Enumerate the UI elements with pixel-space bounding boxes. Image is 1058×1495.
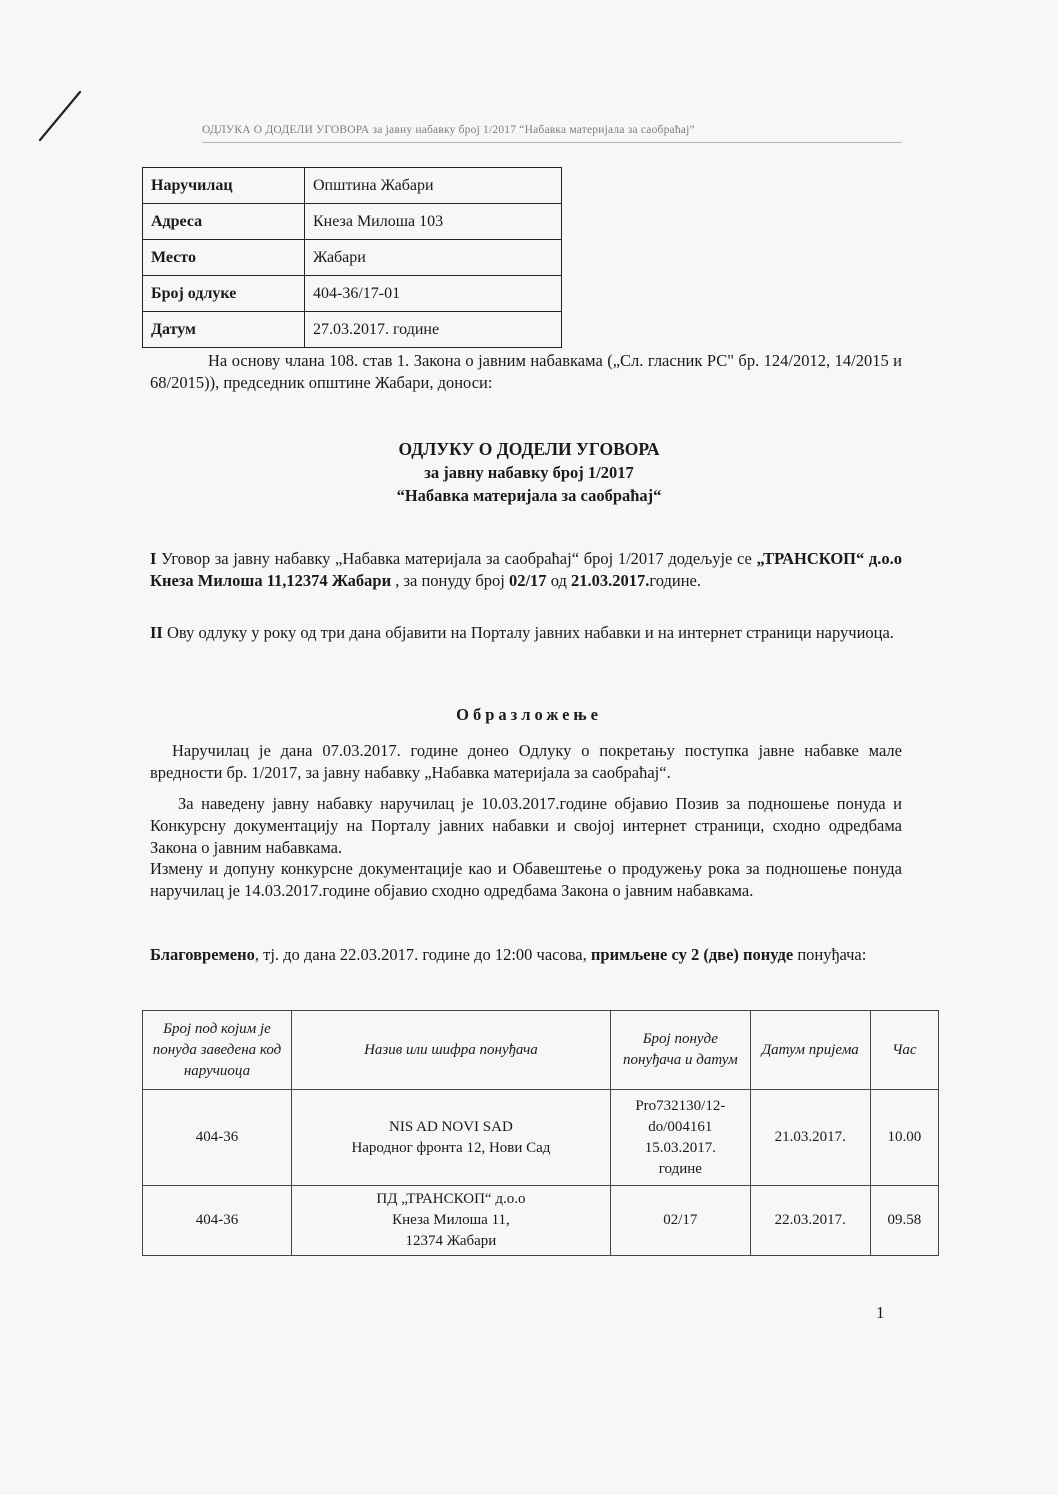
cell-bidder bbox=[291, 1090, 610, 1186]
cell-offer-number bbox=[610, 1090, 750, 1186]
section-one-text-d: године. bbox=[649, 571, 701, 590]
info-row bbox=[143, 168, 562, 204]
cell-time: 10.00 bbox=[870, 1090, 938, 1186]
info-label: Адреса bbox=[143, 204, 305, 240]
info-value: Кнеза Милоша 103 bbox=[305, 204, 562, 240]
received-text-b: понуђача: bbox=[797, 945, 867, 964]
pen-mark-icon bbox=[36, 88, 96, 144]
bidder-name: NIS AD NOVI SAD bbox=[389, 1118, 513, 1135]
contracting-info-table bbox=[142, 167, 562, 348]
table-row bbox=[143, 1090, 939, 1186]
rationale-heading: Образложење bbox=[456, 705, 602, 724]
offers-table bbox=[142, 1010, 939, 1256]
cell-date: 21.03.2017. bbox=[750, 1090, 870, 1186]
col-header-offer-number: Број понуде понуђача и датум bbox=[610, 1011, 750, 1090]
received-offers-statement bbox=[150, 944, 902, 966]
col-header-date: Датум пријема bbox=[750, 1011, 870, 1090]
info-value: Жабари bbox=[305, 240, 562, 276]
info-label: Број одлуке bbox=[143, 276, 305, 312]
info-label: Датум bbox=[143, 312, 305, 348]
rationale-paragraph-1: Наручилац је дана 07.03.2017. године донео Одлуку о покретању поступка јавне набавке мале вредности бр. 1/2017, за јавну набавку „Набавка материјала за саобраћај“. bbox=[150, 741, 902, 782]
section-one-numeral: I bbox=[150, 549, 157, 568]
section-two-numeral: II bbox=[150, 623, 163, 642]
offer-number-line: године bbox=[658, 1160, 702, 1177]
received-offers-word: понуде bbox=[743, 945, 794, 964]
received-text-a: , тј. до дана 22.03.2017. године до 12:00 часова, bbox=[254, 945, 587, 964]
page-header: ОДЛУКА О ДОДЕЛИ УГОВОРА за јавну набавку број 1/2017 “Набавка материјала за саобраћај” bbox=[202, 124, 902, 143]
cell-bidder bbox=[291, 1186, 610, 1256]
rationale-paragraph-3: Измену и допуну конкурсне документације као и Обавештење о продужењу рока за подношење понуда наручилац је 14.03.2017.године објавио сходно одредбама Закона о јавним набавкама. bbox=[150, 859, 902, 900]
info-value: Општина Жабари bbox=[305, 168, 562, 204]
info-label: Наручилац bbox=[143, 168, 305, 204]
page-number: 1 bbox=[876, 1303, 885, 1322]
table-row bbox=[143, 1186, 939, 1256]
bidder-address: Народног фронта 12, Нови Сад bbox=[351, 1139, 551, 1156]
section-one-text-a: Уговор за јавну набавку „Набавка материјала за саобраћај“ број 1/2017 додељује се bbox=[161, 549, 752, 568]
col-header-registration: Број под којим је понуда заведена код наручиоца bbox=[143, 1011, 292, 1090]
decision-title bbox=[0, 438, 1058, 507]
received-lead: Благовремено bbox=[150, 945, 255, 964]
decision-subject: “Набавка материјала за саобраћај“ bbox=[396, 486, 662, 505]
section-one-text-c: од bbox=[550, 571, 567, 590]
section-one-offer-number: 02/17 bbox=[508, 571, 547, 590]
section-one bbox=[150, 548, 902, 592]
info-row bbox=[143, 240, 562, 276]
cell-time: 09.58 bbox=[870, 1186, 938, 1256]
offer-number-line: 15.03.2017. bbox=[644, 1139, 716, 1156]
info-row bbox=[143, 312, 562, 348]
preamble: На основу члана 108. став 1. Закона о јавним набавкама („Сл. гласник РС" бр. 124/2012, 14/2015 и 68/2015)), председник општине Жабари, доноси: bbox=[150, 351, 902, 392]
offer-number-line: do/004161 bbox=[648, 1118, 713, 1135]
bidder-address: Кнеза Милоша 11, bbox=[392, 1212, 510, 1228]
offers-header-row bbox=[143, 1011, 939, 1090]
decision-heading: ОДЛУКУ О ДОДЕЛИ УГОВОРА bbox=[398, 439, 660, 459]
received-count: примљене су 2 (две) bbox=[590, 945, 739, 964]
info-label: Место bbox=[143, 240, 305, 276]
section-one-bidder: „ТРАНСКОП“ д.о.о Кнеза Милоша 11,12374 Жабари bbox=[150, 549, 903, 590]
cell-registration: 404-36 bbox=[143, 1186, 292, 1256]
section-one-offer-date: 21.03.2017. bbox=[570, 571, 650, 590]
info-value: 27.03.2017. године bbox=[305, 312, 562, 348]
cell-offer-number: 02/17 bbox=[610, 1186, 750, 1256]
bidder-name: ПД „ТРАНСКОП“ д.о.о bbox=[376, 1191, 526, 1207]
info-row bbox=[143, 204, 562, 240]
section-two bbox=[150, 622, 902, 644]
info-row bbox=[143, 276, 562, 312]
cell-registration: 404-36 bbox=[143, 1090, 292, 1186]
decision-subheading: за јавну набавку број 1/2017 bbox=[424, 463, 634, 482]
rationale-heading-wrap bbox=[0, 703, 1058, 726]
offer-number-line: Pro732130/12- bbox=[635, 1097, 726, 1114]
section-two-text: Ову одлуку у року од три дана објавити на Порталу јавних набавки и на интернет страници наручиоца. bbox=[166, 623, 894, 642]
bidder-city: 12374 Жабари bbox=[405, 1233, 497, 1249]
col-header-bidder: Назив или шифра понуђача bbox=[291, 1011, 610, 1090]
col-header-time: Час bbox=[870, 1011, 938, 1090]
info-value: 404-36/17-01 bbox=[305, 276, 562, 312]
cell-date: 22.03.2017. bbox=[750, 1186, 870, 1256]
section-one-text-b: , за понуду број bbox=[395, 571, 505, 590]
rationale-paragraph-2: За наведену јавну набавку наручилац је 10.03.2017.године објавио Позив за подношење понуда и Конкурсну документацију на Порталу јавних набавки и својој интернет страници, сходно одредбама Закона о јавним набавкама. bbox=[150, 794, 902, 857]
